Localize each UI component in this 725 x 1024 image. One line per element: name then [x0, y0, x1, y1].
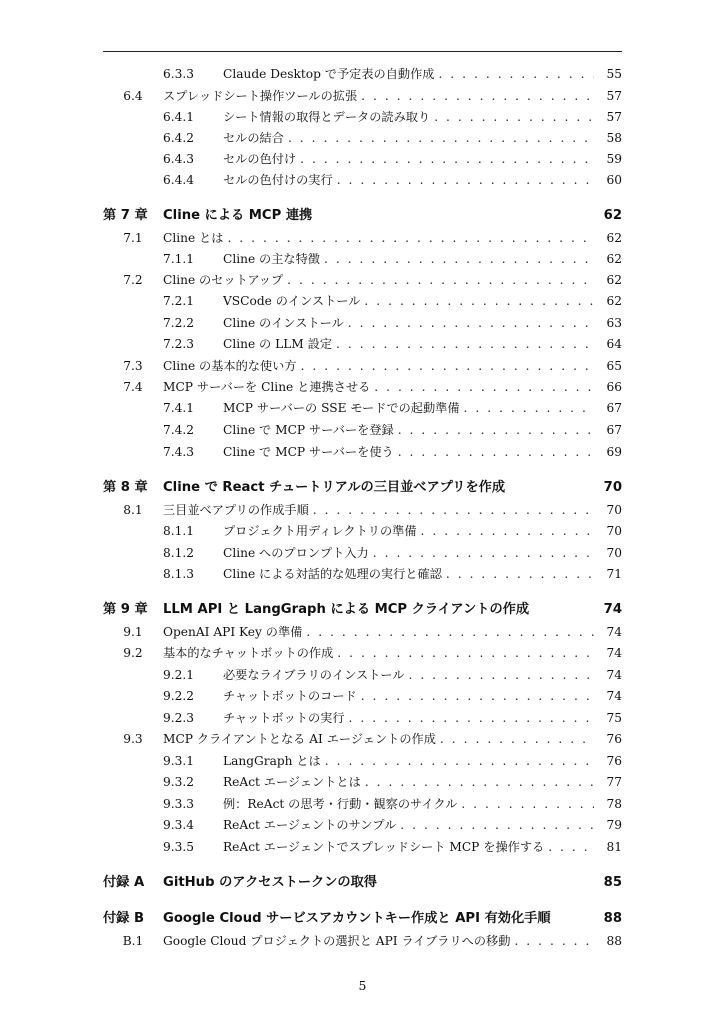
toc-leader-dots — [434, 64, 594, 84]
toc-entry-title: Cline で React チュートリアルの三目並べアプリを作成 — [163, 480, 506, 495]
toc-leader-dots — [357, 686, 594, 706]
toc-entry-number: 7.4.2 — [163, 423, 195, 437]
toc-subsection-entry[interactable] — [103, 521, 622, 541]
toc-entry-number: 8.1.1 — [163, 524, 195, 538]
toc-entry-page: 59 — [606, 152, 622, 166]
toc-entry-title-wrap — [223, 686, 594, 706]
toc-section-entry[interactable] — [103, 643, 622, 663]
toc-entry-number: 9.3 — [123, 732, 143, 746]
toc-entry-title: ReAct エージェントのサンプル — [223, 818, 397, 832]
toc-entry-page: 81 — [606, 840, 622, 854]
toc-entry-page: 74 — [606, 646, 622, 660]
toc-subsection-entry[interactable] — [103, 665, 622, 685]
toc-leader-dots — [284, 128, 594, 148]
toc-entry-title: Google Cloud サービスアカウントキー作成と API 有効化手順 — [163, 911, 551, 926]
toc-entry-number: 6.4 — [123, 89, 143, 103]
toc-entry-title-wrap — [163, 729, 594, 749]
toc-subsection-entry[interactable] — [103, 815, 622, 835]
toc-subsection-entry[interactable] — [103, 442, 622, 462]
toc-entry-number: 第 9 章 — [103, 602, 148, 617]
toc-entry-number: 7.2 — [123, 273, 143, 287]
toc-entry-title: MCP サーバーを Cline と連携させる — [163, 380, 371, 394]
toc-entry-number: 6.3.3 — [163, 67, 195, 81]
toc-entry-number: 9.3.4 — [163, 818, 195, 832]
toc-chapter-entry[interactable] — [103, 873, 622, 893]
toc-entry-title: LLM API と LangGraph による MCP クライアントの作成 — [163, 602, 530, 617]
toc-leader-dots — [357, 86, 594, 106]
toc-entry-number: 7.1 — [123, 231, 143, 245]
toc-entry-number: 9.3.3 — [163, 797, 195, 811]
toc-entry-title-wrap — [223, 708, 594, 728]
toc-leader-dots — [333, 170, 594, 190]
toc-entry-title: 必要なライブラリのインストール — [223, 668, 405, 682]
header-rule — [103, 51, 622, 52]
toc-chapter-entry[interactable] — [103, 206, 622, 226]
toc-entry-number: 7.3 — [123, 359, 143, 373]
toc-entry-page: 62 — [606, 294, 622, 308]
toc-leader-dots — [396, 815, 594, 835]
toc-entry-title-wrap — [223, 794, 594, 814]
toc-entry-page: 62 — [606, 231, 622, 245]
toc-entry-title-wrap — [163, 206, 594, 226]
toc-entry-page: 70 — [606, 546, 622, 560]
toc-subsection-entry[interactable] — [103, 249, 622, 269]
toc-entry-page: 62 — [606, 273, 622, 287]
toc-entry-number: 9.2.2 — [163, 689, 195, 703]
toc-entry-page: 57 — [606, 89, 622, 103]
toc-subsection-entry[interactable] — [103, 170, 622, 190]
toc-entry-number: 7.2.1 — [163, 294, 195, 308]
toc-section-entry[interactable] — [103, 500, 622, 520]
toc-leader-dots — [404, 665, 594, 685]
toc-leader-dots — [332, 334, 594, 354]
toc-entry-page: 88 — [606, 934, 622, 948]
toc-leader-dots — [320, 249, 594, 269]
toc-entry-page: 74 — [606, 689, 622, 703]
toc-entry-title: ReAct エージェントでスプレッドシート MCP を操作する — [223, 840, 545, 854]
toc-entry-title: 基本的なチャットボットの作成 — [163, 646, 334, 660]
toc-entry-title-wrap — [223, 64, 594, 84]
toc-leader-dots — [369, 543, 594, 563]
toc-leader-dots — [309, 500, 594, 520]
toc-leader-dots — [430, 107, 594, 127]
toc-entry-title: VSCode のインストール — [223, 294, 361, 308]
toc-entry-page: 66 — [606, 380, 622, 394]
toc-entry-title: プロジェクト用ディレクトリの準備 — [223, 524, 417, 538]
toc-section-entry[interactable] — [103, 356, 622, 376]
toc-section-entry[interactable] — [103, 931, 622, 951]
toc-entry-title-wrap — [223, 564, 594, 584]
toc-entry-number: 8.1 — [123, 503, 143, 517]
toc-subsection-entry[interactable] — [103, 420, 622, 440]
toc-leader-dots — [436, 729, 594, 749]
toc-entry-number: 9.2.3 — [163, 711, 195, 725]
toc-entry-title: GitHub のアクセストークンの取得 — [163, 875, 377, 890]
toc-leader-dots — [297, 356, 594, 376]
toc-entry-page: 65 — [606, 359, 622, 373]
toc-entry-number: 9.3.2 — [163, 775, 195, 789]
toc-entry-title: Claude Desktop で予定表の自動作成 — [223, 67, 435, 81]
toc-entry-number: B.1 — [122, 934, 144, 948]
toc-entry-title-wrap — [223, 815, 594, 835]
toc-entry-page: 62 — [606, 252, 622, 266]
toc-leader-dots — [345, 708, 594, 728]
toc-leader-dots — [544, 837, 594, 857]
toc-entry-page: 74 — [606, 625, 622, 639]
toc-entry-title-wrap — [163, 931, 594, 951]
toc-entry-title-wrap — [163, 270, 594, 290]
toc-subsection-entry[interactable] — [103, 564, 622, 584]
toc-entry-page: 63 — [606, 316, 622, 330]
toc-entry-title-wrap — [223, 149, 594, 169]
toc-entry-title-wrap — [163, 622, 594, 642]
toc-chapter-entry[interactable] — [103, 478, 622, 498]
toc-subsection-entry[interactable] — [103, 313, 622, 333]
toc-entry-title-wrap — [163, 356, 594, 376]
toc-entry-page: 76 — [606, 754, 622, 768]
toc-entry-title: LangGraph とは — [223, 754, 321, 768]
toc-entry-page: 76 — [606, 732, 622, 746]
toc-entry-title-wrap — [163, 600, 594, 620]
toc-chapter-entry[interactable] — [103, 909, 622, 929]
toc-subsection-entry[interactable] — [103, 398, 622, 418]
toc-entry-number: 7.4 — [123, 380, 143, 394]
toc-entry-title: Cline の基本的な使い方 — [163, 359, 297, 373]
toc-entry-number: 7.1.1 — [163, 252, 195, 266]
toc-subsection-entry[interactable] — [103, 149, 622, 169]
toc-entry-title: 三目並べアプリの作成手順 — [163, 503, 309, 517]
toc-subsection-entry[interactable] — [103, 334, 622, 354]
toc-entry-title-wrap — [223, 772, 594, 792]
toc-entry-title: チャットボットのコード — [223, 689, 357, 703]
toc-subsection-entry[interactable] — [103, 291, 622, 311]
toc-entry-title-wrap — [223, 291, 594, 311]
toc-leader-dots — [460, 398, 594, 418]
toc-entry-page: 75 — [606, 711, 622, 725]
toc-entry-number: 8.1.2 — [163, 546, 195, 560]
toc-entry-number: 6.4.1 — [163, 110, 195, 124]
toc-section-entry[interactable] — [103, 729, 622, 749]
toc-entry-page: 79 — [606, 818, 622, 832]
toc-subsection-entry[interactable] — [103, 128, 622, 148]
toc-entry-page: 58 — [606, 131, 622, 145]
toc-entry-title: セルの色付け — [223, 152, 297, 166]
toc-subsection-entry[interactable] — [103, 837, 622, 857]
toc-section-entry[interactable] — [103, 622, 622, 642]
toc-entry-title-wrap — [223, 107, 594, 127]
toc-entry-page: 70 — [606, 524, 622, 538]
toc-leader-dots — [321, 751, 594, 771]
toc-subsection-entry[interactable] — [103, 708, 622, 728]
toc-entry-title-wrap — [223, 420, 594, 440]
toc-leader-dots — [296, 149, 594, 169]
toc-entry-page: 78 — [606, 797, 622, 811]
toc-subsection-entry[interactable] — [103, 107, 622, 127]
toc-subsection-entry[interactable] — [103, 794, 622, 814]
toc-entry-title-wrap — [163, 873, 594, 893]
toc-entry-page: 57 — [606, 110, 622, 124]
toc-entry-page: 69 — [606, 445, 622, 459]
toc-entry-title: シート情報の取得とデータの読み取り — [223, 110, 431, 124]
toc-entry-number: 7.2.2 — [163, 316, 195, 330]
toc-entry-title-wrap — [163, 478, 594, 498]
page-number: 5 — [358, 978, 367, 993]
toc-entry-title-wrap — [163, 500, 594, 520]
toc-entry-title: Cline の主な特徴 — [223, 252, 320, 266]
toc-entry-title: セルの結合 — [223, 131, 284, 145]
toc-leader-dots — [223, 228, 594, 248]
toc-subsection-entry[interactable] — [103, 751, 622, 771]
toc-entry-title-wrap — [163, 228, 594, 248]
toc-entry-title-wrap — [163, 86, 594, 106]
toc-leader-dots — [302, 622, 594, 642]
toc-entry-title-wrap — [223, 249, 594, 269]
toc-entry-number: 第 8 章 — [103, 480, 148, 495]
toc-entry-title: Cline による対話的な処理の実行と確認 — [223, 567, 442, 581]
toc-entry-number: 9.2 — [123, 646, 143, 660]
toc-entry-number: 8.1.3 — [163, 567, 195, 581]
toc-leader-dots — [333, 643, 594, 663]
toc-entry-title-wrap — [223, 313, 594, 333]
toc-entry-page: 67 — [606, 401, 622, 415]
toc-leader-dots — [370, 377, 594, 397]
toc-entry-title-wrap — [223, 398, 594, 418]
toc-entry-title: スプレッドシート操作ツールの拡張 — [163, 89, 358, 103]
toc-entry-page: 62 — [603, 208, 622, 223]
toc-section-entry[interactable] — [103, 377, 622, 397]
toc-leader-dots — [394, 420, 594, 440]
toc-entry-number: 7.2.3 — [163, 337, 195, 351]
toc-entry-page: 60 — [606, 173, 622, 187]
toc-subsection-entry[interactable] — [103, 543, 622, 563]
toc-entry-title: Cline による MCP 連携 — [163, 208, 313, 223]
toc-entry-number: 6.4.2 — [163, 131, 195, 145]
toc-entry-title-wrap — [223, 837, 594, 857]
toc-leader-dots — [360, 291, 594, 311]
toc-entry-title: Cline のインストール — [223, 316, 344, 330]
toc-entry-title: ReAct エージェントとは — [223, 775, 361, 789]
toc-entry-title-wrap — [223, 170, 594, 190]
toc-section-entry[interactable] — [103, 270, 622, 290]
toc-subsection-entry[interactable] — [103, 772, 622, 792]
toc-entry-title-wrap — [223, 442, 594, 462]
toc-entry-title: OpenAI API Key の準備 — [163, 625, 303, 639]
toc-entry-title-wrap — [223, 751, 594, 771]
toc-entry-title: Cline のセットアップ — [163, 273, 284, 287]
toc-entry-page: 74 — [603, 602, 622, 617]
toc-entry-title-wrap — [223, 543, 594, 563]
toc-leader-dots — [283, 270, 594, 290]
toc-leader-dots — [457, 794, 594, 814]
toc-entry-page: 70 — [606, 503, 622, 517]
toc-section-entry[interactable] — [103, 228, 622, 248]
toc-entry-title-wrap — [223, 665, 594, 685]
toc-entry-title: セルの色付けの実行 — [223, 173, 333, 187]
toc-entry-number: 9.2.1 — [163, 668, 195, 682]
toc-leader-dots — [442, 564, 594, 584]
toc-entry-page: 88 — [603, 911, 622, 926]
toc-entry-title-wrap — [223, 521, 594, 541]
toc-entry-page: 74 — [606, 668, 622, 682]
toc-subsection-entry[interactable] — [103, 686, 622, 706]
toc-entry-page: 71 — [606, 567, 622, 581]
toc-leader-dots — [417, 521, 594, 541]
toc-entry-page: 77 — [606, 775, 622, 789]
toc-subsection-entry[interactable] — [103, 64, 622, 84]
toc-entry-title: Cline とは — [163, 231, 224, 245]
toc-entry-number: 9.3.5 — [163, 840, 195, 854]
toc-entry-number: 付録 A — [103, 875, 145, 890]
toc-entry-title-wrap — [163, 377, 594, 397]
toc-entry-title: Cline で MCP サーバーを登録 — [223, 423, 394, 437]
toc-entry-page: 67 — [606, 423, 622, 437]
toc-entry-number: 6.4.3 — [163, 152, 195, 166]
toc-entry-number: 6.4.4 — [163, 173, 195, 187]
toc-leader-dots — [361, 772, 594, 792]
toc-entry-title-wrap — [223, 128, 594, 148]
toc-entry-page: 70 — [603, 480, 622, 495]
toc-section-entry[interactable] — [103, 86, 622, 106]
toc-entry-number: 7.4.3 — [163, 445, 195, 459]
toc-entry-number: 第 7 章 — [103, 208, 148, 223]
toc-entry-number: 9.1 — [123, 625, 143, 639]
toc-entry-title: Cline で MCP サーバーを使う — [223, 445, 394, 459]
toc-entry-number: 付録 B — [103, 911, 145, 926]
toc-entry-page: 64 — [606, 337, 622, 351]
toc-entry-title: MCP クライアントとなる AI エージェントの作成 — [163, 732, 436, 746]
toc-entry-title: Cline の LLM 設定 — [223, 337, 333, 351]
toc-leader-dots — [394, 442, 594, 462]
toc-entry-number: 7.4.1 — [163, 401, 195, 415]
toc-entry-title: Cline へのプロンプト入力 — [223, 546, 369, 560]
toc-entry-page: 85 — [603, 875, 622, 890]
toc-entry-title-wrap — [163, 909, 594, 929]
toc-entry-title: チャットボットの実行 — [223, 711, 345, 725]
toc-leader-dots — [344, 313, 594, 333]
toc-entry-title: Google Cloud プロジェクトの選択と API ライブラリへの移動 — [163, 934, 511, 948]
toc-entry-title: MCP サーバーの SSE モードでの起動準備 — [223, 401, 460, 415]
toc-entry-page: 55 — [606, 67, 622, 81]
toc-entry-title-wrap — [223, 334, 594, 354]
toc-entry-title-wrap — [163, 643, 594, 663]
toc-leader-dots — [510, 931, 594, 951]
toc-entry-number: 9.3.1 — [163, 754, 195, 768]
toc-entry-title: 例：ReAct の思考・行動・観察のサイクル — [223, 797, 458, 811]
toc-chapter-entry[interactable] — [103, 600, 622, 620]
